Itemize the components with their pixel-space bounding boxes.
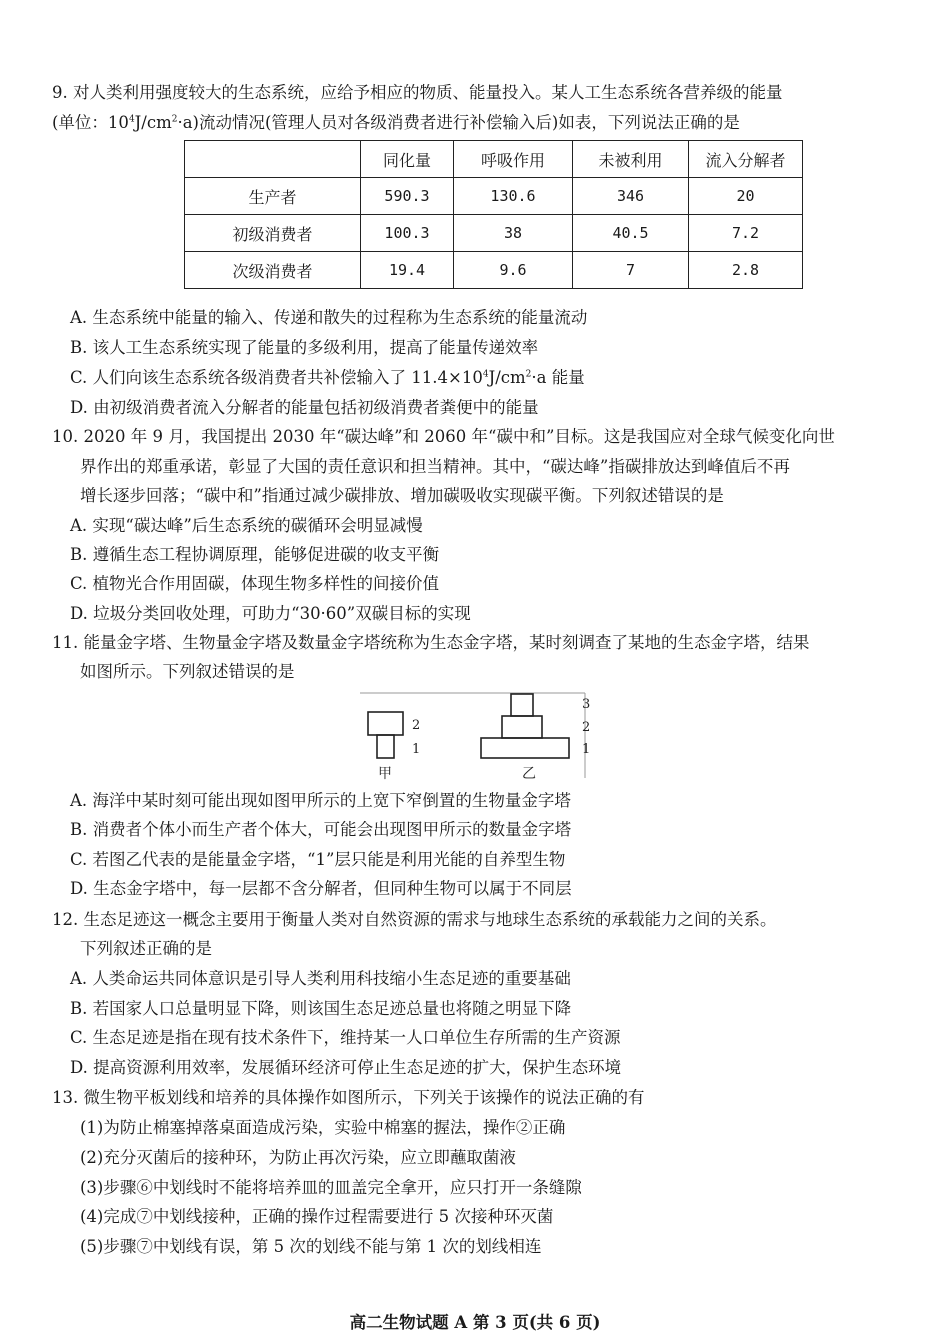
table-cell: 20 [689, 178, 803, 215]
q11-option-c: C. 若图乙代表的是能量金字塔，“1”层只能是利用光能的自养型生物 [70, 850, 566, 869]
yi-level-2-block [502, 716, 542, 738]
q9-option-b: B. 该人工生态系统实现了能量的多级利用，提高了能量传递效率 [70, 338, 539, 357]
table-header-cell: 同化量 [361, 141, 454, 178]
q13-item: (3)步骤⑥中划线时不能将培养皿的皿盖完全拿开，应只打开一条缝隙 [80, 1178, 582, 1197]
q12-option-d: D. 提高资源利用效率，发展循环经济可停止生态足迹的扩大，保护生态环境 [70, 1058, 622, 1077]
q12-option-b: B. 若国家人口总量明显下降，则该国生态足迹总量也将随之明显下降 [70, 999, 572, 1018]
yi-level-label: 3 [582, 697, 591, 712]
table-cell: 40.5 [573, 215, 689, 252]
q9-option-c: C. 人们向该生态系统各级消费者共补偿输入了 $11.4\times 10^4J/cm^2\cdot a$ 能量 [70, 368, 585, 387]
q11-option-d: D. 生态金字塔中，每一层都不含分解者，但同种生物可以属于不同层 [70, 879, 572, 898]
table-cell: 346 [573, 178, 689, 215]
table-header-cell: 呼吸作用 [454, 141, 573, 178]
table-header-cell: 未被利用 [573, 141, 689, 178]
table-cell: 初级消费者 [185, 215, 361, 252]
q9-stem-line2: (单位：$10^4J/cm^2\cdot a$)流动情况(管理人员对各级消费者进行补偿输入后)如表，下列说法正确的是 [52, 113, 740, 132]
q9-option-a: A. 生态系统中能量的输入、传递和散失的过程称为生态系统的能量流动 [70, 308, 588, 327]
table-cell: 7.2 [689, 215, 803, 252]
table-cell: 生产者 [185, 178, 361, 215]
q13-item: (1)为防止棉塞掉落桌面造成污染，实验中棉塞的握法，操作②正确 [80, 1118, 566, 1137]
jia-caption: 甲 [378, 766, 392, 782]
table-header-cell [185, 141, 361, 178]
table-cell: 次级消费者 [185, 252, 361, 289]
table-cell: 130.6 [454, 178, 573, 215]
q11-stem-line1: 11. 能量金字塔、生物量金字塔及数量金字塔统称为生态金字塔，某时刻调查了某地的生态金字塔，结果 [52, 633, 810, 652]
table-row [185, 252, 803, 289]
jia-level-label: 2 [412, 718, 421, 733]
energy-flow-table [184, 140, 803, 289]
q13-item: (2)充分灭菌后的接种环，为防止再次污染，应立即蘸取菌液 [80, 1148, 516, 1167]
q11-stem-line2: 如图所示。下列叙述错误的是 [80, 662, 295, 681]
q12-stem-line2: 下列叙述正确的是 [80, 939, 212, 958]
table-cell: 2.8 [689, 252, 803, 289]
table-cell: 590.3 [361, 178, 454, 215]
table-row [185, 178, 803, 215]
q9-stem-line1: 9. 对人类利用强度较大的生态系统，应给予相应的物质、能量投入。某人工生态系统各营养级的能量 [52, 83, 783, 102]
q12-option-c: C. 生态足迹是指在现有技术条件下，维持某一人口单位生存所需的生产资源 [70, 1028, 621, 1047]
table-cell: 9.6 [454, 252, 573, 289]
table-header-row [185, 141, 803, 178]
q11-option-b: B. 消费者个体小而生产者个体大，可能会出现图甲所示的数量金字塔 [70, 820, 572, 839]
yi-caption: 乙 [522, 766, 536, 782]
q13-item: (5)步骤⑦中划线有误，第 5 次的划线不能与第 1 次的划线相连 [80, 1237, 542, 1256]
q10-option-d: D. 垃圾分类回收处理，可助力“30·60”双碳目标的实现 [70, 604, 471, 623]
yi-level-3-block [511, 694, 533, 716]
q10-option-a: A. 实现“碳达峰”后生态系统的碳循环会明显减慢 [70, 516, 423, 535]
q9-option-d: D. 由初级消费者流入分解者的能量包括初级消费者粪便中的能量 [70, 398, 539, 417]
q11-option-a: A. 海洋中某时刻可能出现如图甲所示的上宽下窄倒置的生物量金字塔 [70, 791, 571, 810]
jia-level-2-block [368, 712, 403, 735]
table-cell: 38 [454, 215, 573, 252]
q10-option-c: C. 植物光合作用固碳，体现生物多样性的间接价值 [70, 574, 440, 593]
table-header-cell: 流入分解者 [689, 141, 803, 178]
table-cell: 100.3 [361, 215, 454, 252]
q10-option-b: B. 遵循生态工程协调原理，能够促进碳的收支平衡 [70, 545, 440, 564]
q12-option-a: A. 人类命运共同体意识是引导人类利用科技缩小生态足迹的重要基础 [70, 969, 571, 988]
table-cell: 7 [573, 252, 689, 289]
q13-stem-line1: 13. 微生物平板划线和培养的具体操作如图所示，下列关于该操作的说法正确的有 [52, 1088, 645, 1107]
q10-stem-line1: 10. 2020 年 9 月，我国提出 2030 年“碳达峰”和 2060 年“碳中和”目标。这是我国应对全球气候变化向世 [52, 427, 835, 446]
q10-stem-line3: 增长逐步回落；“碳中和”指通过减少碳排放、增加碳吸收实现碳平衡。下列叙述错误的是 [80, 486, 724, 505]
table-row [185, 215, 803, 252]
yi-level-label: 1 [582, 742, 591, 757]
q12-stem-line1: 12. 生态足迹这一概念主要用于衡量人类对自然资源的需求与地球生态系统的承载能力之间的关系。 [52, 910, 777, 929]
q13-item: (4)完成⑦中划线接种，正确的操作过程需要进行 5 次接种环灭菌 [80, 1207, 554, 1226]
yi-level-label: 2 [582, 720, 591, 735]
ecological-pyramid-figure [355, 688, 600, 784]
jia-level-label: 1 [412, 742, 421, 757]
yi-level-1-block [481, 738, 569, 758]
table-cell: 19.4 [361, 252, 454, 289]
page-footer: 高二生物试题 A 第 3 页(共 6 页) [349, 1313, 601, 1332]
jia-level-1-block [377, 735, 394, 758]
q10-stem-line2: 界作出的郑重承诺，彰显了大国的责任意识和担当精神。其中，“碳达峰”指碳排放达到峰值后不再 [80, 457, 790, 476]
